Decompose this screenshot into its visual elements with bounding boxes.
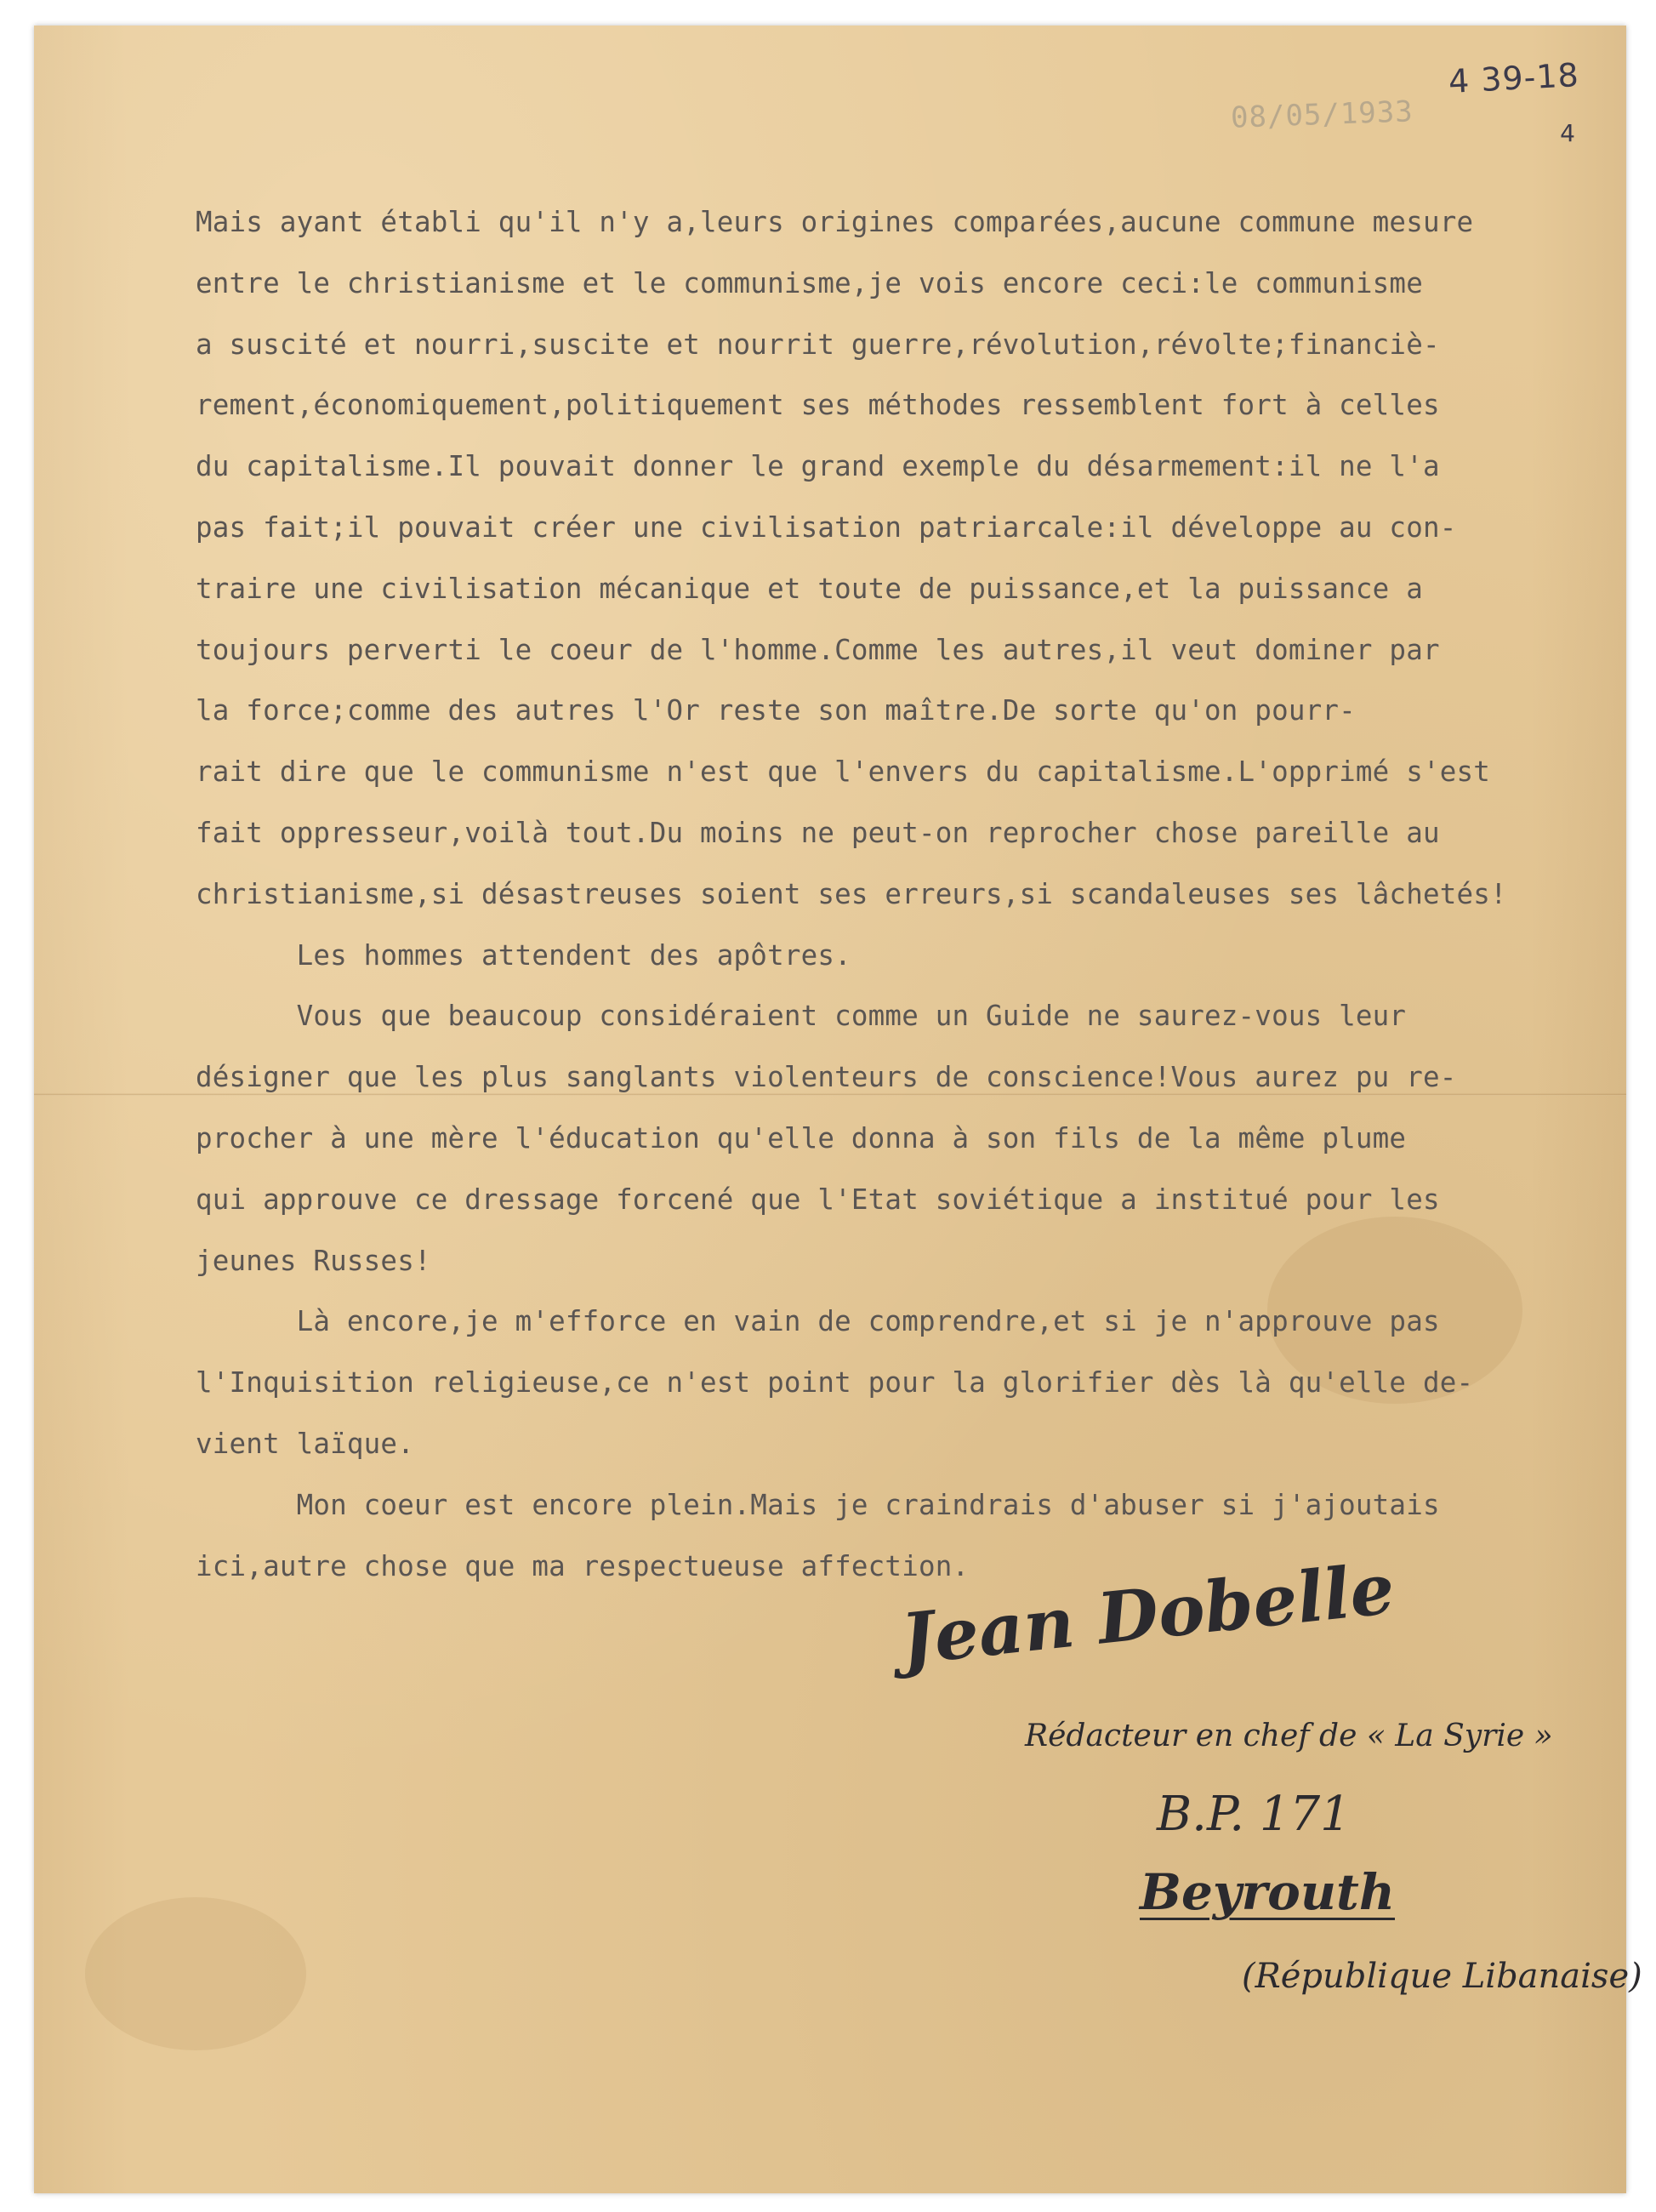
signature-country: (République Libanaise) [1242, 1957, 1642, 1996]
text-line: du capitalisme.Il pouvait donner le grand exemple du désarmement:il ne l'a [196, 450, 1440, 483]
text-line: jeunes Russes! [196, 1244, 431, 1277]
text-line: la force;comme des autres l'Or reste son maître.De sorte qu'on pourr- [196, 694, 1356, 727]
text-line: procher à une mère l'éducation qu'elle donna à son fils de la même plume [196, 1121, 1407, 1154]
text-line: ici,autre chose que ma respectueuse affection. [196, 1549, 970, 1582]
text-line: désigner que les plus sanglants violenteurs de conscience!Vous aurez pu re- [196, 1061, 1457, 1094]
text-line: Mon coeur est encore plein.Mais je craindrais d'abuser si j'ajoutais [196, 1488, 1440, 1521]
letter-body [196, 192, 1642, 1597]
text-line: toujours perverti le coeur de l'homme.Comme les autres,il veut dominer par [196, 633, 1440, 666]
signature-name: Jean Dobelle [896, 1548, 1398, 1681]
text-line: Là encore,je m'efforce en vain de comprendre,et si je n'approuve pas [196, 1305, 1440, 1338]
letter-page [34, 26, 1642, 2193]
signature-po-box: B.P. 171 [1157, 1787, 1351, 1842]
text-line: qui approuve ce dressage forcené que l'Etat soviétique a institué pour les [196, 1183, 1440, 1216]
text-line: entre le christianisme et le communisme,je vois encore ceci:le communisme [196, 266, 1423, 299]
text-line: Vous que beaucoup considéraient comme un Guide ne saurez-vous leur [196, 1000, 1407, 1033]
text-line: traire une civilisation mécanique et toute de puissance,et la puissance a [196, 572, 1423, 605]
text-line: vient laïque. [196, 1427, 414, 1460]
date-stamp: 08/05/1933 [1230, 94, 1414, 135]
signature-block [868, 1548, 1642, 2025]
text-line: fait oppresseur,voilà tout.Du moins ne peut-on reprocher chose pareille au [196, 816, 1440, 849]
text-line: christianisme,si désastreuses soient ses erreurs,si scandaleuses ses lâchetés! [196, 877, 1507, 910]
text-line: Mais ayant établi qu'il n'y a,leurs origines comparées,aucune commune mesure [196, 206, 1474, 238]
archive-reference-sub: 4 [1560, 119, 1575, 147]
text-line: l'Inquisition religieuse,ce n'est point pour la glorifier dès là qu'elle de- [196, 1366, 1474, 1400]
text-line: rait dire que le communisme n'est que l'envers du capitalisme.L'opprimé s'est [196, 755, 1491, 789]
text-line: Les hommes attendent des apôtres. [196, 938, 851, 972]
signature-city: Beyrouth [1140, 1863, 1395, 1921]
text-line: rement,économiquement,politiquement ses méthodes ressemblent fort à celles [196, 389, 1440, 422]
text-line: a suscité et nourri,suscite et nourrit guerre,révolution,révolte;financiè- [196, 328, 1440, 361]
paper-stain [85, 1897, 306, 2050]
signature-title: Rédacteur en chef de « La Syrie » [1025, 1719, 1553, 1753]
text-line: pas fait;il pouvait créer une civilisation patriarcale:il développe au con- [196, 510, 1457, 544]
archive-reference: 4 39-18 [1448, 56, 1581, 100]
